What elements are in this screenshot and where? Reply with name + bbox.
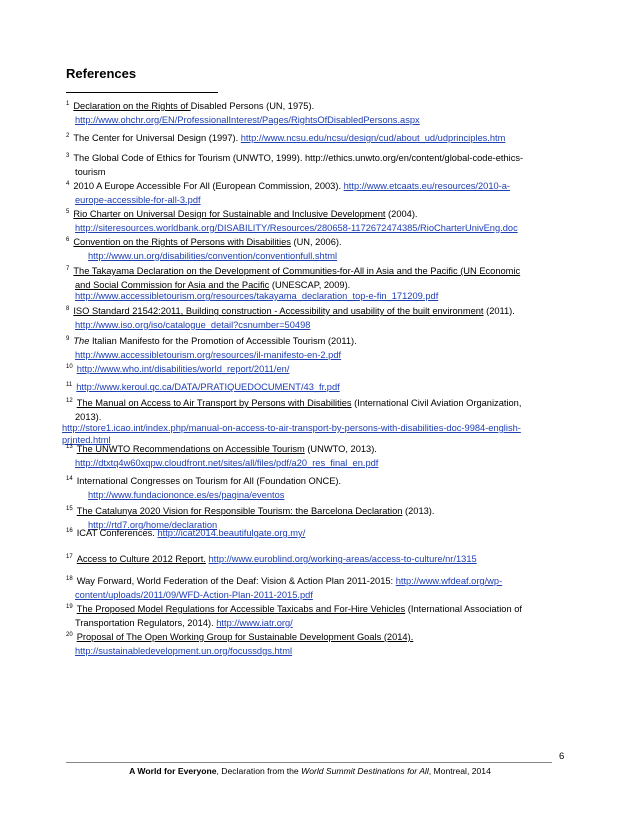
reference-link[interactable]: http://www.iso.org/iso/catalogue_detail?csnumber=50498 — [75, 319, 311, 330]
reference-text: ICAT Conferences. — [76, 528, 158, 538]
reference-item — [66, 306, 566, 331]
footnote-number: 14 — [66, 476, 73, 482]
reference-title: ISO Standard 21542:2011, Building construction - Accessibility and usability of the built environment — [73, 306, 484, 316]
reference-item — [62, 398, 566, 446]
reference-link[interactable]: http://www.ohchr.org/EN/ProfessionalInterest/Pages/RightsOfDisabledPersons.aspx — [75, 114, 420, 125]
reference-url-text: http://ethics.unwto.org/en/content/global-code-ethics- — [305, 153, 524, 163]
reference-line — [66, 382, 566, 396]
reference-item — [66, 133, 566, 147]
reference-text: 2013). — [75, 411, 102, 422]
reference-title: The Takayama Declaration on the Development of Communities-for-All in Asia and the Pacific (UN Economic — [73, 266, 521, 276]
reference-line — [66, 251, 566, 263]
reference-title: Rio Charter on Universal Design for Sustainable and Inclusive Development — [73, 209, 386, 219]
page-footer — [100, 766, 520, 776]
reference-item — [66, 153, 566, 178]
reference-text: (UNESCAP, 2009). — [269, 279, 351, 290]
reference-line — [66, 336, 566, 350]
reference-line — [66, 364, 566, 378]
reference-link[interactable]: http://store1.icao.int/index.php/manual-on-access-to-air-transport-by-persons-with-disabilities-doc-9984-english- — [62, 423, 521, 433]
reference-text: (2013). — [402, 506, 435, 516]
reference-link[interactable]: http://dtxtq4w60xqpw.cloudfront.net/sites/all/files/pdf/a20_res_final_en.pdf — [75, 457, 379, 468]
footer-rule — [66, 762, 552, 763]
reference-link[interactable]: http://www.ncsu.edu/ncsu/design/cud/about_ud/udprinciples.htm — [240, 133, 506, 143]
reference-item — [66, 237, 566, 262]
footer-end: , Montreal, 2014 — [428, 766, 491, 776]
reference-line — [66, 590, 566, 602]
footnote-number: 7 — [66, 266, 70, 272]
reference-line — [66, 554, 566, 568]
footnote-number: 16 — [66, 528, 73, 534]
reference-link[interactable]: http://www.fundaciononce.es/es/pagina/eventos — [88, 489, 285, 500]
reference-line — [66, 209, 566, 223]
reference-line — [66, 291, 566, 303]
reference-line — [66, 604, 566, 618]
reference-item — [66, 209, 566, 234]
reference-line — [66, 266, 566, 280]
reference-item — [66, 382, 566, 396]
reference-link[interactable]: printed.html — [62, 434, 111, 445]
reference-line — [66, 237, 566, 251]
reference-text: International Congresses on Tourism for All (Foundation ONCE). — [76, 476, 342, 486]
footnote-number: 4 — [66, 181, 70, 187]
footer-title: A World for Everyone — [129, 766, 217, 776]
footnote-number: 8 — [66, 306, 70, 312]
reference-line — [66, 398, 566, 412]
reference-line — [66, 632, 566, 646]
reference-line — [66, 576, 566, 590]
reference-line — [66, 115, 566, 127]
reference-line — [66, 223, 566, 235]
reference-item — [66, 336, 566, 361]
reference-line — [66, 618, 566, 630]
reference-link[interactable]: http://sustainabledevelopment.un.org/focussdgs.html — [75, 645, 293, 656]
reference-item — [66, 266, 566, 303]
reference-link[interactable]: http://www.keroul.qc.ca/DATA/PRATIQUEDOCUMENT/43_fr.pdf — [76, 382, 340, 392]
reference-item — [66, 528, 566, 542]
reference-title: The Manual on Access to Air Transport by Persons with Disabilities — [76, 398, 352, 408]
reference-line — [66, 280, 566, 292]
reference-link[interactable]: http://www.euroblind.org/working-areas/access-to-culture/nr/1315 — [208, 554, 477, 564]
reference-line — [66, 320, 566, 332]
footnote-number: 20 — [66, 632, 73, 638]
reference-item — [66, 364, 566, 378]
reference-title: Proposal of The Open Working Group for Sustainable Development Goals (2014). — [76, 632, 414, 642]
reference-line — [66, 458, 566, 470]
reference-text: Italian Manifesto for the Promotion of Accessible Tourism (2011). — [89, 336, 357, 346]
reference-text: The Global Code of Ethics for Tourism (UNWTO, 1999). — [73, 153, 305, 163]
footnote-number: 5 — [66, 209, 70, 215]
reference-item — [66, 181, 566, 206]
reference-text: The — [73, 336, 90, 346]
reference-text: 2010 A Europe Accessible For All (European Commission, 2003). — [73, 181, 344, 191]
footnote-number: 10 — [66, 364, 73, 370]
reference-line — [66, 646, 566, 658]
reference-title: The Proposed Model Regulations for Accessible Taxicabs and For-Hire Vehicles — [76, 604, 406, 614]
reference-title: Convention on the Rights of Persons with Disabilities — [73, 237, 291, 247]
reference-line — [66, 506, 566, 520]
reference-title: The Catalunya 2020 Vision for Responsible Tourism: the Barcelona Declaration — [76, 506, 403, 516]
reference-link[interactable]: content/uploads/2011/09/WFD-Action-Plan-2011-2015.pdf — [75, 589, 313, 600]
reference-text: (2011). — [483, 306, 515, 316]
reference-title: and Social Commission for Asia and the Pacific — [75, 279, 270, 290]
reference-item — [66, 604, 566, 629]
reference-item — [66, 476, 566, 501]
reference-item — [66, 576, 566, 601]
reference-link[interactable]: http://www.who.int/disabilities/world_report/2011/en/ — [76, 364, 290, 374]
reference-line — [66, 306, 566, 320]
footer-event: World Summit Destinations for All — [301, 766, 429, 776]
reference-line — [66, 195, 566, 207]
reference-link[interactable]: http://icat2014.beautifulgate.org.my/ — [157, 528, 306, 538]
footnote-number: 18 — [66, 576, 73, 582]
reference-line — [66, 167, 566, 179]
page-number: 6 — [559, 751, 565, 762]
reference-link[interactable]: http://www.iatr.org/ — [216, 617, 293, 628]
reference-text: (UNWTO, 2013). — [304, 444, 377, 454]
reference-text: (2004). — [385, 209, 418, 219]
footnote-number: 11 — [66, 382, 73, 388]
reference-link[interactable]: europe-accessible-for-all-3.pdf — [75, 194, 201, 205]
references-heading: References — [66, 66, 137, 81]
reference-line — [66, 412, 566, 424]
reference-item — [66, 632, 566, 657]
reference-line — [62, 423, 566, 435]
reference-text: (International Association of — [405, 604, 522, 614]
footnote-number: 13 — [66, 444, 73, 450]
reference-title: Declaration on the Rights of — [73, 101, 191, 111]
reference-text: (International Civil Aviation Organization, — [351, 398, 522, 408]
reference-link[interactable]: http://rtd7.org/home/declaration — [88, 519, 218, 530]
reference-url-text: tourism — [75, 166, 106, 177]
reference-link[interactable]: http://www.etcaats.eu/resources/2010-a- — [343, 181, 511, 191]
footnote-number: 12 — [66, 398, 73, 404]
reference-line — [66, 528, 566, 542]
reference-text: The Center for Universal Design (1997). — [73, 133, 241, 143]
reference-item — [66, 554, 566, 568]
reference-line — [66, 476, 566, 490]
footnote-number: 19 — [66, 604, 73, 610]
footnote-number: 1 — [66, 101, 70, 107]
reference-title: Access to Culture 2012 Report. — [76, 554, 206, 564]
reference-line — [66, 490, 566, 502]
reference-link[interactable]: http://siteresources.worldbank.org/DISABILITY/Resources/280658-1172672474385/RioCharterUnivEng.doc — [75, 222, 518, 233]
footnote-number: 6 — [66, 237, 70, 243]
footnote-number: 17 — [66, 554, 73, 560]
reference-text: Way Forward, World Federation of the Deaf: Vision & Action Plan 2011-2015: — [76, 576, 396, 586]
reference-item — [66, 101, 566, 126]
reference-text: Transportation Regulators, 2014). — [75, 617, 217, 628]
reference-line — [66, 350, 566, 362]
footnote-number: 15 — [66, 506, 73, 512]
reference-line — [66, 153, 566, 167]
reference-title: The UNWTO Recommendations on Accessible Tourism — [76, 444, 305, 454]
reference-text: (UN, 2006). — [290, 237, 342, 247]
footnote-number: 3 — [66, 153, 70, 159]
reference-line — [66, 181, 566, 195]
reference-link[interactable]: http://www.wfdeaf.org/wp- — [395, 576, 503, 586]
reference-item — [66, 444, 566, 469]
reference-line — [66, 133, 566, 147]
footer-middle: , Declaration from the — [216, 766, 302, 776]
reference-text: Disabled Persons (UN, 1975). — [190, 101, 315, 111]
reference-link[interactable]: http://www.accessibletourism.org/resources/il-manifesto-en-2.pdf — [75, 349, 342, 360]
footnote-number: 2 — [66, 133, 70, 139]
reference-line — [66, 101, 566, 115]
reference-link[interactable]: http://www.accessibletourism.org/resources/takayama_declaration_top-e-fin_171209.pdf — [75, 291, 439, 301]
reference-link[interactable]: http://www.un.org/disabilities/convention/conventionfull.shtml — [88, 250, 338, 261]
footnote-number: 9 — [66, 336, 70, 342]
reference-line — [66, 444, 566, 458]
